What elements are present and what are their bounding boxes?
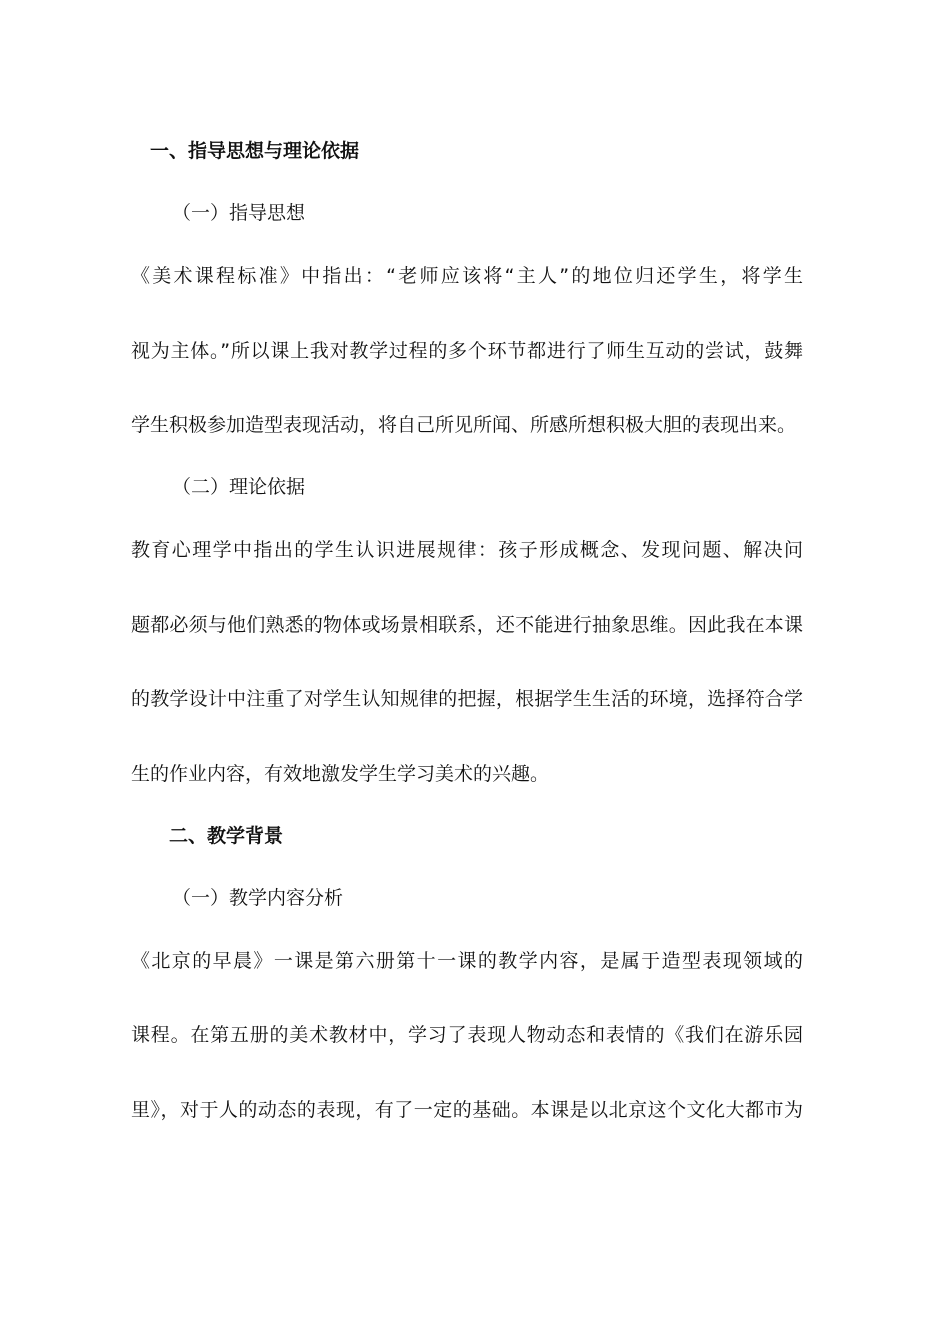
section-1-sub-2-heading: （二）理论依据 (172, 476, 306, 498)
paragraph-line: 《北京的早晨》一课是第六册第十一课的教学内容，是属于造型表现领域的 (131, 950, 803, 972)
paragraph-line: 课程。在第五册的美术教材中，学习了表现人物动态和表情的《我们在游乐园 (131, 1024, 803, 1046)
paragraph-line: 的教学设计中注重了对学生认知规律的把握，根据学生生活的环境，选择符合学 (131, 688, 803, 710)
paragraph-line: 视为主体。”所以课上我对教学过程的多个环节都进行了师生互动的尝试，鼓舞 (131, 340, 803, 362)
section-1-sub-1-heading: （一）指导思想 (172, 202, 306, 224)
paragraph-line: 里》，对于人的动态的表现，有了一定的基础。本课是以北京这个文化大都市为 (131, 1099, 803, 1121)
paragraph-line: 《美术课程标准》中指出：“老师应该将“主人”的地位归还学生，将学生 (131, 265, 803, 287)
section-1-heading: 一、指导思想与理论依据 (150, 140, 360, 162)
paragraph-line: 生的作业内容，有效地激发学生学习美术的兴趣。 (131, 763, 550, 785)
section-2-sub-1-heading: （一）教学内容分析 (172, 887, 344, 909)
section-2-heading: 二、教学背景 (169, 825, 284, 847)
paragraph-line: 学生积极参加造型表现活动，将自己所见所闻、所感所想积极大胆的表现出来。 (131, 414, 797, 436)
paragraph-line: 教育心理学中指出的学生认识进展规律：孩子形成概念、发现问题、解决问 (131, 539, 803, 561)
paragraph-line: 题都必须与他们熟悉的物体或场景相联系，还不能进行抽象思维。因此我在本课 (131, 614, 803, 636)
